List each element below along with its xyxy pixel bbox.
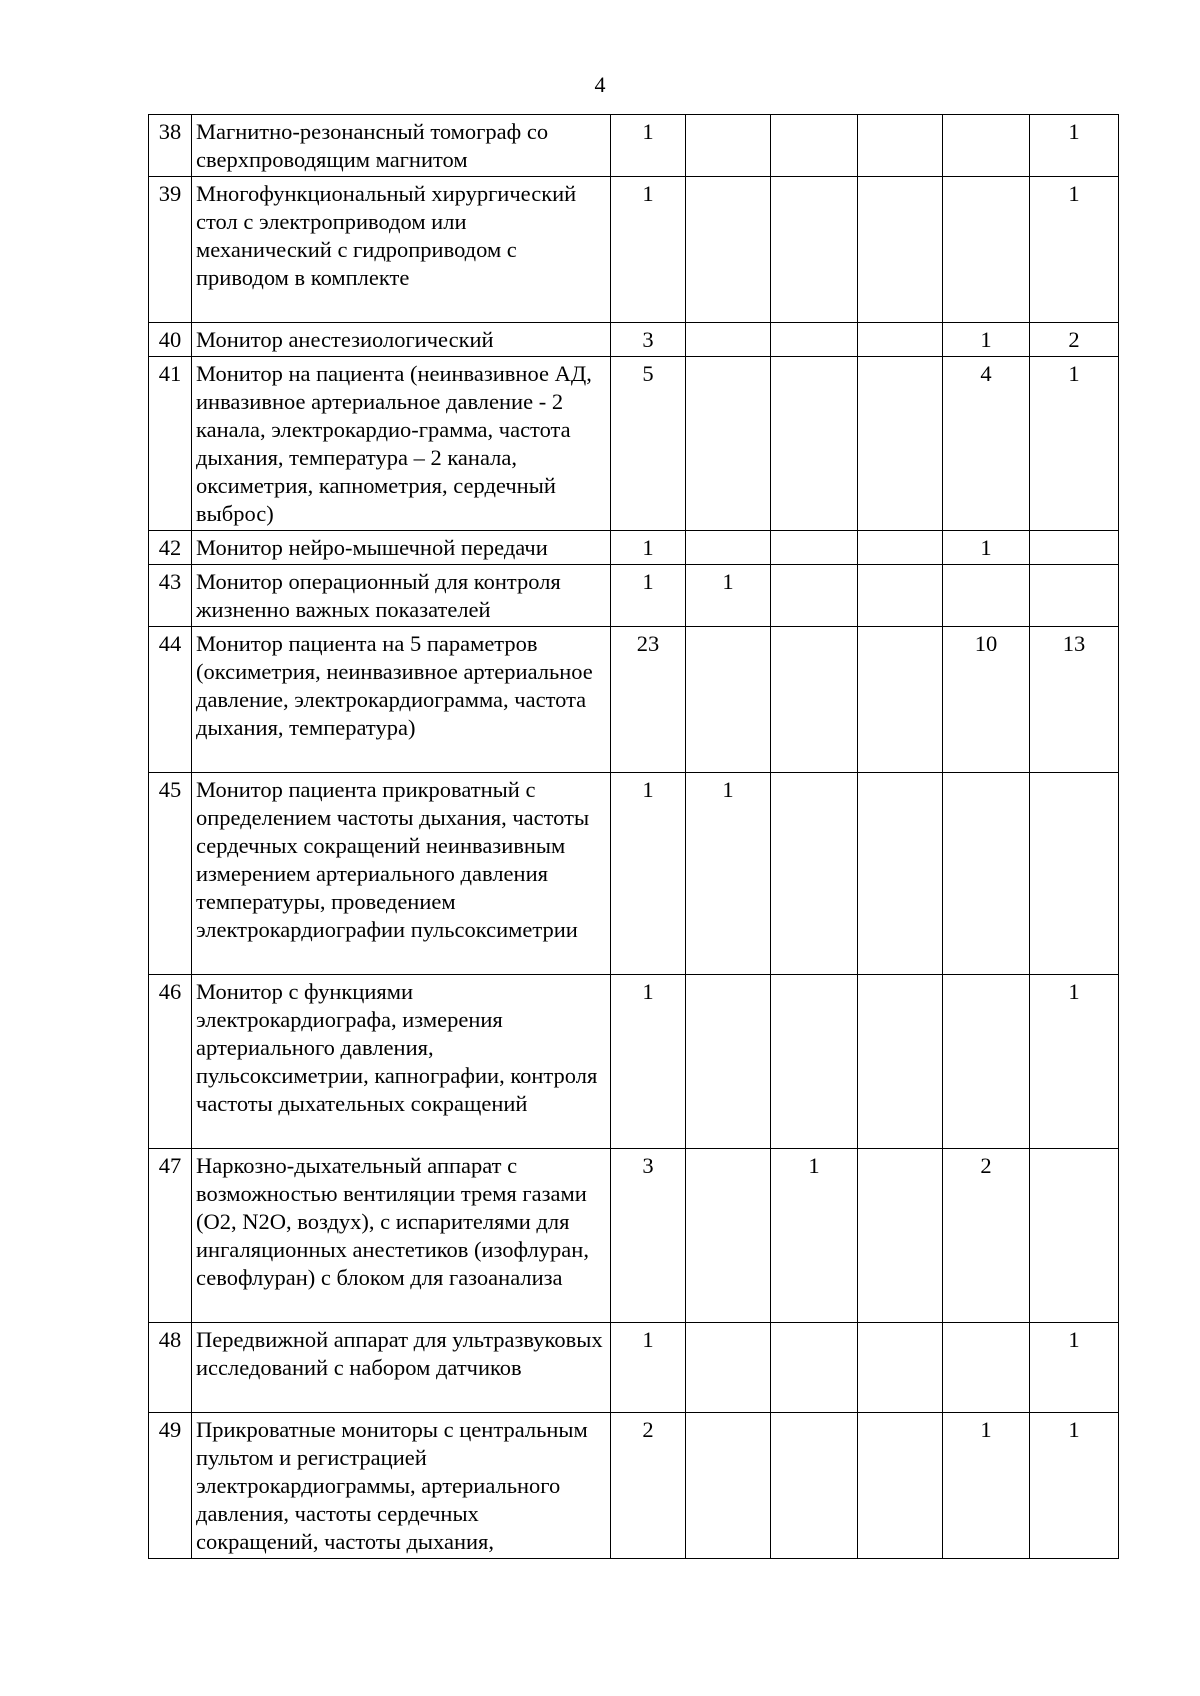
quantity-cell (858, 323, 943, 357)
quantity-cell (686, 115, 771, 177)
quantity-cell: 1 (1030, 115, 1119, 177)
quantity-cell (771, 565, 858, 627)
quantity-cell (858, 565, 943, 627)
equipment-name: Монитор пациента на 5 параметров (оксиметрия, неинвазивное артериальное давление, электрокардиограмма, частота дыхания, температура) (192, 627, 611, 773)
quantity-cell (858, 627, 943, 773)
quantity-cell (686, 1413, 771, 1559)
quantity-total-cell: 1 (611, 177, 686, 323)
row-number: 47 (149, 1149, 192, 1323)
quantity-cell (686, 357, 771, 531)
equipment-name: Монитор на пациента (неинвазивное АД, инвазивное артериальное давление - 2 канала, электрокардио-грамма, частота дыхания, температура – 2 канала, оксиметрия, капнометрия, сердечный выброс) (192, 357, 611, 531)
table-row (149, 531, 1119, 565)
quantity-cell: 1 (943, 1413, 1030, 1559)
equipment-name: Монитор пациента прикроватный с определением частоты дыхания, частоты сердечных сокращений неинвазивным измерением артериального давления температуры, проведением электрокардиографии пульсоксиметрии (192, 773, 611, 975)
equipment-name: Монитор нейро-мышечной передачи (192, 531, 611, 565)
quantity-cell (858, 1149, 943, 1323)
quantity-cell (943, 177, 1030, 323)
table-row (149, 177, 1119, 323)
quantity-cell (771, 531, 858, 565)
quantity-cell (858, 115, 943, 177)
row-number: 38 (149, 115, 192, 177)
quantity-cell: 1 (1030, 1413, 1119, 1559)
row-number: 41 (149, 357, 192, 531)
equipment-name: Монитор с функциями электрокардиографа, измерения артериального давления, пульсоксиметрии, капнографии, контроля частоты дыхательных сокращений (192, 975, 611, 1149)
equipment-table (148, 114, 1119, 1559)
table-row (149, 1413, 1119, 1559)
quantity-cell: 1 (771, 1149, 858, 1323)
quantity-total-cell: 3 (611, 1149, 686, 1323)
table-row (149, 1149, 1119, 1323)
quantity-cell: 10 (943, 627, 1030, 773)
row-number: 39 (149, 177, 192, 323)
equipment-name: Передвижной аппарат для ультразвуковых исследований с набором датчиков (192, 1323, 611, 1413)
row-number: 49 (149, 1413, 192, 1559)
table-row (149, 975, 1119, 1149)
quantity-cell (686, 177, 771, 323)
quantity-cell: 1 (1030, 357, 1119, 531)
quantity-cell (1030, 1149, 1119, 1323)
quantity-cell (771, 1413, 858, 1559)
quantity-cell: 1 (1030, 975, 1119, 1149)
quantity-cell: 1 (686, 773, 771, 975)
row-number: 48 (149, 1323, 192, 1413)
row-number: 40 (149, 323, 192, 357)
row-number: 45 (149, 773, 192, 975)
quantity-cell (858, 975, 943, 1149)
quantity-cell (771, 177, 858, 323)
quantity-cell: 4 (943, 357, 1030, 531)
quantity-cell (943, 1323, 1030, 1413)
quantity-cell (943, 115, 1030, 177)
quantity-cell (686, 627, 771, 773)
quantity-cell (771, 1323, 858, 1413)
quantity-cell (858, 357, 943, 531)
quantity-total-cell: 3 (611, 323, 686, 357)
equipment-name: Монитор операционный для контроля жизненно важных показателей (192, 565, 611, 627)
equipment-name: Прикроватные мониторы с центральным пультом и регистрацией электрокардиограммы, артериального давления, частоты сердечных сокращений, частоты дыхания, (192, 1413, 611, 1559)
quantity-cell (858, 531, 943, 565)
quantity-cell: 1 (943, 323, 1030, 357)
row-number: 44 (149, 627, 192, 773)
quantity-cell (943, 565, 1030, 627)
quantity-total-cell: 1 (611, 531, 686, 565)
quantity-total-cell: 1 (611, 115, 686, 177)
quantity-total-cell: 1 (611, 773, 686, 975)
quantity-cell (686, 1149, 771, 1323)
quantity-cell (943, 773, 1030, 975)
equipment-name: Наркозно-дыхательный аппарат с возможностью вентиляции тремя газами (О2, N2О, воздух), с испарителями для ингаляционных анестетиков (изофлуран, севофлуран) с блоком для газоанализа (192, 1149, 611, 1323)
quantity-cell (686, 323, 771, 357)
table-row (149, 115, 1119, 177)
table-row (149, 1323, 1119, 1413)
quantity-cell (1030, 565, 1119, 627)
quantity-cell: 2 (1030, 323, 1119, 357)
quantity-total-cell: 1 (611, 1323, 686, 1413)
equipment-name: Монитор анестезиологический (192, 323, 611, 357)
quantity-cell (771, 975, 858, 1149)
quantity-cell (771, 357, 858, 531)
quantity-cell: 13 (1030, 627, 1119, 773)
quantity-cell: 1 (686, 565, 771, 627)
table-body (149, 115, 1119, 1559)
quantity-cell (858, 773, 943, 975)
quantity-cell: 1 (1030, 177, 1119, 323)
quantity-cell (1030, 531, 1119, 565)
table-row (149, 627, 1119, 773)
quantity-cell (858, 1323, 943, 1413)
row-number: 46 (149, 975, 192, 1149)
quantity-total-cell: 1 (611, 975, 686, 1149)
quantity-total-cell: 1 (611, 565, 686, 627)
table-row (149, 565, 1119, 627)
page-number: 4 (594, 72, 606, 97)
quantity-cell (686, 531, 771, 565)
quantity-cell (771, 627, 858, 773)
quantity-cell: 1 (1030, 1323, 1119, 1413)
quantity-cell (943, 975, 1030, 1149)
quantity-total-cell: 2 (611, 1413, 686, 1559)
quantity-cell: 1 (943, 531, 1030, 565)
equipment-name: Многофункциональный хирургический стол с электроприводом или механический с гидроприводом с приводом в комплекте (192, 177, 611, 323)
quantity-total-cell: 5 (611, 357, 686, 531)
quantity-cell: 2 (943, 1149, 1030, 1323)
table-row (149, 323, 1119, 357)
quantity-total-cell: 23 (611, 627, 686, 773)
quantity-cell (858, 177, 943, 323)
quantity-cell (771, 115, 858, 177)
table-row (149, 773, 1119, 975)
row-number: 43 (149, 565, 192, 627)
quantity-cell (771, 323, 858, 357)
quantity-cell (686, 1323, 771, 1413)
equipment-name: Магнитно-резонансный томограф со сверхпроводящим магнитом (192, 115, 611, 177)
row-number: 42 (149, 531, 192, 565)
table-row (149, 357, 1119, 531)
quantity-cell (771, 773, 858, 975)
quantity-cell (686, 975, 771, 1149)
quantity-cell (1030, 773, 1119, 975)
quantity-cell (858, 1413, 943, 1559)
